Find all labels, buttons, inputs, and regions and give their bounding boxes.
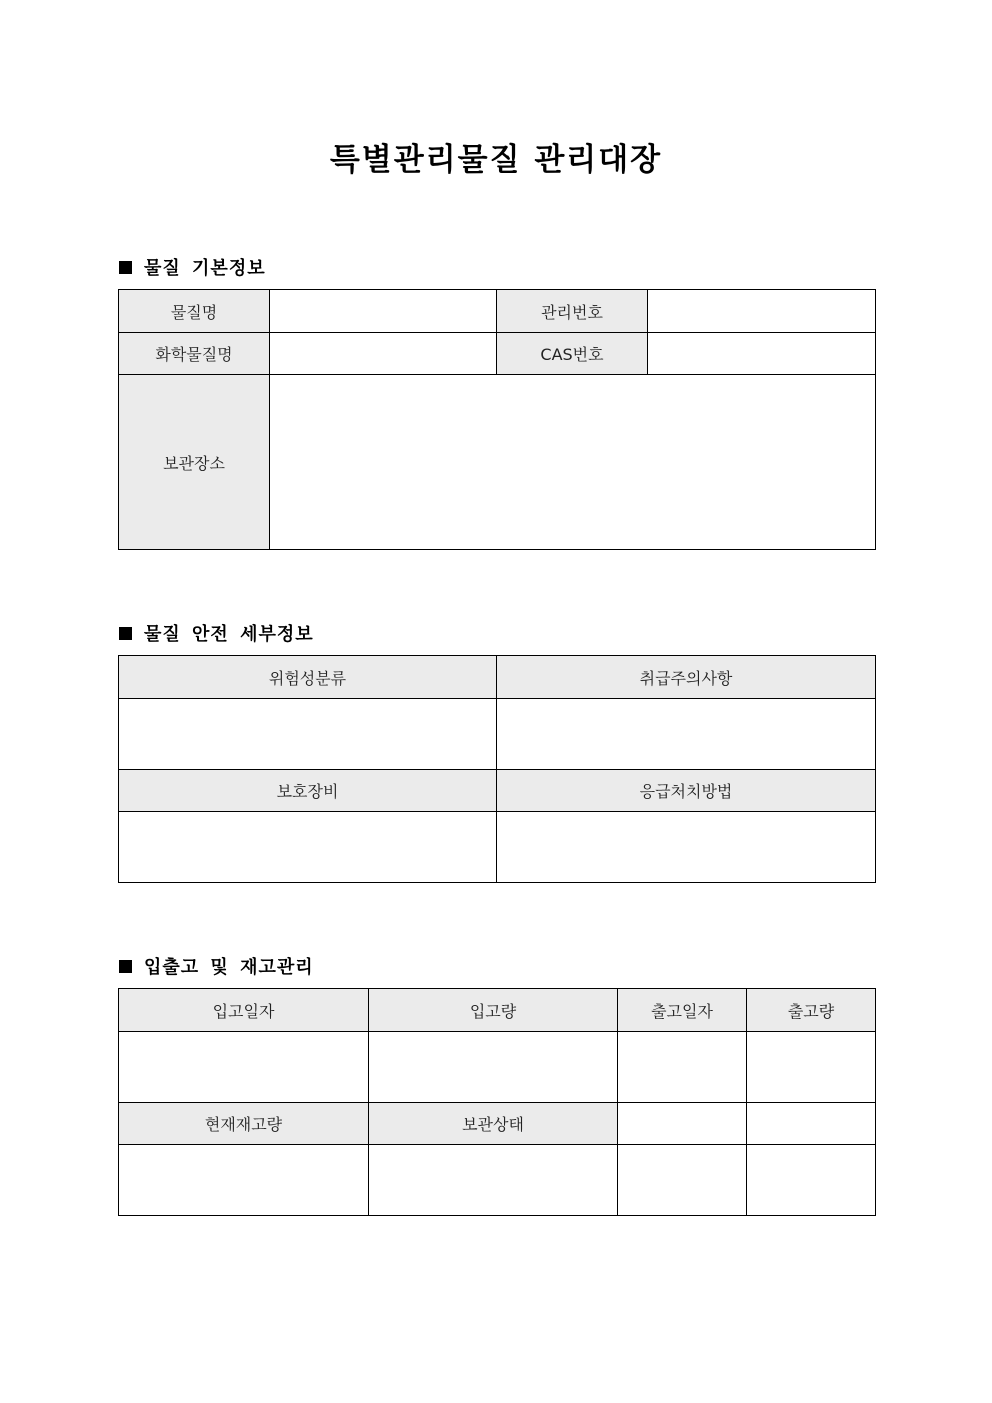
- chemical-name-field[interactable]: [270, 333, 497, 375]
- management-number-label: 관리번호: [497, 290, 648, 333]
- storage-location-field[interactable]: [270, 375, 876, 550]
- release-date-label: 출고일자: [618, 989, 747, 1032]
- empty-cell[interactable]: [747, 1145, 876, 1216]
- square-bullet-icon: [119, 627, 132, 640]
- section-heading-inventory: [119, 953, 314, 979]
- cas-number-field[interactable]: [648, 333, 876, 375]
- receipt-date-field[interactable]: [119, 1032, 369, 1103]
- handling-precautions-label: 취급주의사항: [497, 656, 876, 699]
- release-date-field[interactable]: [618, 1032, 747, 1103]
- empty-cell[interactable]: [747, 1103, 876, 1145]
- current-stock-label: 현재재고량: [119, 1103, 369, 1145]
- substance-name-field[interactable]: [270, 290, 497, 333]
- substance-name-label: 물질명: [119, 290, 270, 333]
- storage-location-label: 보관장소: [119, 375, 270, 550]
- section-heading-text: 입출고 및 재고관리: [144, 957, 314, 978]
- empty-cell[interactable]: [618, 1103, 747, 1145]
- first-aid-label: 응급처치방법: [497, 770, 876, 812]
- management-number-field[interactable]: [648, 290, 876, 333]
- protective-equipment-field[interactable]: [119, 812, 497, 883]
- handling-precautions-field[interactable]: [497, 699, 876, 770]
- square-bullet-icon: [119, 261, 132, 274]
- release-quantity-field[interactable]: [747, 1032, 876, 1103]
- chemical-name-label: 화학물질명: [119, 333, 270, 375]
- section-heading-safety-info: [119, 620, 314, 646]
- storage-status-field[interactable]: [369, 1145, 618, 1216]
- empty-cell[interactable]: [618, 1145, 747, 1216]
- release-quantity-label: 출고량: [747, 989, 876, 1032]
- receipt-date-label: 입고일자: [119, 989, 369, 1032]
- receipt-quantity-label: 입고량: [369, 989, 618, 1032]
- current-stock-field[interactable]: [119, 1145, 369, 1216]
- hazard-classification-label: 위험성분류: [119, 656, 497, 699]
- section-heading-basic-info: [119, 254, 266, 280]
- cas-number-label: CAS번호: [497, 333, 648, 375]
- square-bullet-icon: [119, 960, 132, 973]
- first-aid-field[interactable]: [497, 812, 876, 883]
- section-heading-text: 물질 기본정보: [144, 258, 266, 279]
- hazard-classification-field[interactable]: [119, 699, 497, 770]
- storage-status-label: 보관상태: [369, 1103, 618, 1145]
- section-heading-text: 물질 안전 세부정보: [144, 624, 314, 645]
- basic-info-table: [118, 289, 876, 550]
- inventory-table: [118, 988, 876, 1216]
- page-title: 특별관리물질 관리대장: [329, 142, 663, 178]
- protective-equipment-label: 보호장비: [119, 770, 497, 812]
- receipt-quantity-field[interactable]: [369, 1032, 618, 1103]
- safety-info-table: [118, 655, 876, 883]
